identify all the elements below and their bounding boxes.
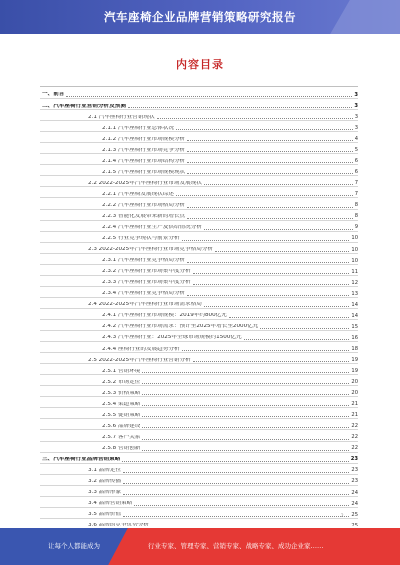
toc-entry-title: 2.4.1 汽车座椅行业市场规模：2019年约800亿元 [102,313,227,319]
toc-leader-dots [204,306,350,307]
toc-leader-dots [260,328,349,329]
toc-entry[interactable] [40,408,358,419]
toc-entry[interactable] [40,265,358,276]
toc-entry-page: 14 [351,301,358,308]
toc-entry-title: 2.4.4 座椅行业的发展趋势分析 [102,346,180,352]
toc-entry-page: 3 [354,113,358,120]
toc-entry[interactable] [40,475,358,486]
toc-entry[interactable] [40,397,358,408]
toc-leader-dots [204,229,353,230]
toc-entry[interactable] [40,419,358,430]
toc-leader-dots [187,218,353,219]
toc-leader-dots [122,461,348,462]
toc-leader-dots [193,284,350,285]
toc-leader-dots [142,383,349,384]
toc-entry-title: 3.4 品牌营销策略 [88,501,133,507]
toc-entry-page: 16 [351,334,358,341]
toc-entry-title: 2.5.1 营销环境 [102,368,141,374]
toc-entry-page: 24 [351,489,358,496]
toc-entry-page: 21 [351,412,358,419]
toc-leader-dots [193,361,350,362]
toc-leader-dots [187,173,353,174]
toc-entry[interactable] [40,342,358,353]
toc-entry-title: 2.3.2 汽车座椅行业市场集中度分析 [102,269,191,275]
toc-leader-dots [134,505,349,506]
toc-entry-title: 2.5.6 品牌建设 [102,423,141,429]
toc-entry-title: 2.1.1 汽车座椅行业总体状况 [102,125,174,131]
toc-entry[interactable] [40,497,358,508]
toc-entry[interactable] [40,453,358,464]
toc-entry[interactable] [40,276,358,287]
toc-entry-title: 3.2 品牌传播 [88,479,122,485]
toc-leader-dots [142,394,349,395]
toc-entry-page: 10 [351,257,358,264]
toc-leader-dots [187,295,349,296]
toc-entry[interactable] [40,210,358,221]
toc-leader-dots [176,129,353,130]
toc-entry-title: 二、汽车座椅行业营销分析及预测 [42,103,126,109]
toc-entry-page: 8 [354,202,358,209]
toc-entry-title: 3.3 品牌形象 [88,490,122,496]
toc-entry[interactable] [40,464,358,475]
toc-entry-page: 9 [354,224,358,231]
footer-slogan: 让每个人都能成为 [48,542,100,550]
toc-entry[interactable] [40,132,358,143]
toc-entry-page: 23 [351,467,358,474]
toc-leader-dots [193,273,350,274]
toc-leader-dots [142,372,349,373]
toc-leader-dots [66,96,352,97]
toc-entry-title: 2.5.5 促销策略 [102,412,141,418]
table-of-contents [40,88,358,563]
toc-leader-dots [142,439,349,440]
toc-entry[interactable] [40,243,358,254]
toc-entry[interactable] [40,121,358,132]
toc-leader-dots [204,184,353,185]
toc-entry[interactable] [40,187,358,198]
toc-leader-dots [229,317,350,318]
toc-entry-title: 2.3.4 汽车座椅行业竞争格局分析 [102,291,186,297]
toc-entry[interactable] [40,176,358,187]
toc-leader-dots [123,472,349,473]
toc-entry[interactable] [40,287,358,298]
toc-entry-title: 3.1 品牌定位 [88,468,122,474]
toc-entry-page: 3 [354,102,358,109]
toc-entry-page: 6 [354,158,358,165]
toc-entry-title: 2.1.3 汽车座椅行业市场竞争分析 [102,147,186,153]
toc-entry-title: 2.5.7 客户关系 [102,434,141,440]
toc-leader-dots [157,118,353,119]
toc-entry-title: 2.5.4 渠道策略 [102,401,141,407]
toc-entry-title: 2.4 2022-2025年汽车座椅行业市场需求格局 [88,302,202,308]
toc-entry-title: 2.5.2 市场定位 [102,379,141,385]
toc-leader-dots [187,151,353,152]
toc-entry[interactable] [40,375,358,386]
toc-leader-dots [142,427,349,428]
toc-entry-page: 25 [351,511,358,518]
toc-entry[interactable] [40,353,358,364]
toc-leader-dots [123,516,349,517]
toc-entry-page: 22 [351,434,358,441]
toc-entry-title: 三、汽车座椅行业品牌营销策略 [42,457,121,462]
toc-entry-title: 2.2.4 汽车座椅行业生产及供给情况分析 [102,225,202,231]
toc-entry-title: 2.4.3 汽车座椅行业：2025年全球市场规模约1500亿元 [102,335,242,341]
toc-entry-page: 12 [351,279,358,286]
toc-entry[interactable] [40,165,358,176]
toc-entry-title: 2.1.4 汽车座椅行业市场结构分析 [102,158,186,164]
toc-leader-dots [123,483,349,484]
toc-entry-title: 2.3 2022-2025年汽车座椅行业市场竞争格局分析 [88,247,214,253]
toc-entry-title: 2.3.1 汽车座椅行业竞争格局分析 [102,258,186,264]
toc-entry[interactable] [40,88,358,99]
toc-entry-title: 3.5 品牌价值 [88,512,122,518]
toc-entry[interactable] [40,232,358,243]
toc-entry-page: 14 [351,312,358,319]
toc-entry-page: 5 [354,147,358,154]
toc-entry-title: 2.5.3 价格策略 [102,390,141,396]
toc-entry-page: 8 [354,213,358,220]
toc-entry[interactable] [40,110,358,121]
toc-entry-page: 11 [351,268,358,275]
toc-entry-page: 18 [351,345,358,352]
toc-leader-dots [142,416,349,417]
toc-entry-page: 3 [354,124,358,131]
toc-entry-page: 20 [351,379,358,386]
toc-entry-title: 2.5 2022-2025年汽车座椅行业营销分析 [88,357,191,363]
report-header [0,0,400,34]
toc-entry-page: 15 [351,323,358,330]
toc-entry-page: 7 [354,180,358,187]
toc-entry-title: 2.2 2022-2025年汽车座椅行业市场发展现状 [88,180,202,186]
toc-leader-dots [142,405,349,406]
toc-leader-dots [187,207,353,208]
toc-entry-title: 2.2.2 汽车座椅行业市场格局分析 [102,202,186,208]
toc-entry[interactable] [40,198,358,209]
toc-entry[interactable] [40,254,358,265]
toc-entry-title: 2.1.5 汽车座椅行业市场规模现状 [102,169,186,175]
toc-leader-dots [187,140,353,141]
toc-entry[interactable] [40,298,358,309]
toc-entry[interactable] [40,386,358,397]
footer-tagline: 行业专家、管理专家、营销专家、战略专家、成功企业家…… [148,542,324,550]
toc-entry-title: 一、前言 [42,92,65,98]
toc-entry-page: 24 [351,500,358,507]
toc-entry-title: 2.5.8 营销创新 [102,445,141,451]
toc-entry[interactable] [40,309,358,320]
toc-entry[interactable] [40,331,358,342]
toc-leader-dots [187,162,353,163]
toc-entry-page: 10 [351,235,358,242]
toc-top-rule [40,86,358,87]
toc-leader-dots [244,339,350,340]
toc-entry-title: 2.3.3 汽车座椅行业市场集中度分析 [102,280,191,286]
toc-leader-dots [182,240,350,241]
toc-entry-page: 7 [354,191,358,198]
toc-entry-title: 2.2.1 汽车座椅发展现状综述 [102,191,174,197]
toc-entry[interactable] [40,486,358,497]
toc-leader-dots [187,262,349,263]
toc-entry[interactable] [40,442,358,453]
toc-entry-title: 2.1.2 汽车座椅行业市场规模分析 [102,136,186,142]
toc-entry-title: 2.1 汽车座椅行业营销现状 [88,114,155,120]
toc-entry[interactable] [40,430,358,441]
toc-leader-dots [123,494,349,495]
toc-entry-page: 20 [351,390,358,397]
toc-entry[interactable] [40,99,358,110]
toc-entry-page: 4 [354,136,358,143]
toc-entry-page: 19 [351,368,358,375]
toc-entry-title: 2.2.3 智能化发展带来新的增长点 [102,213,186,219]
toc-entry-page: 6 [354,169,358,176]
toc-entry-page: 23 [350,456,358,463]
toc-entry-page: 22 [351,445,358,452]
toc-leader-dots [142,450,349,451]
toc-leader-dots [128,107,352,108]
toc-entry-page: 10 [351,246,358,253]
toc-entry-page: 22 [351,423,358,430]
toc-entry-page: 21 [351,401,358,408]
toc-entry[interactable] [40,508,358,519]
toc-entry-title: 2.4.2 汽车座椅行业市场需求：预计至2025年增长至2000亿元 [102,324,259,330]
toc-entry-page: 3 [354,91,358,98]
toc-leader-dots [182,350,350,351]
toc-entry[interactable] [40,221,358,232]
toc-entry[interactable] [40,320,358,331]
toc-entry[interactable] [40,364,358,375]
toc-entry-page: 23 [351,478,358,485]
toc-heading: 内容目录 [176,58,224,71]
toc-entry[interactable] [40,154,358,165]
toc-leader-dots [176,195,353,196]
footer-banner [0,526,400,565]
toc-entry-title: 2.2.5 行业竞争现状与前景分析 [102,236,180,242]
page-number: 2 [341,513,344,518]
toc-leader-dots [215,251,349,252]
toc-entry-page: 13 [351,290,358,297]
toc-entry-page: 19 [351,356,358,363]
report-title: 汽车座椅企业品牌营销策略研究报告 [104,10,296,24]
toc-entry[interactable] [40,143,358,154]
